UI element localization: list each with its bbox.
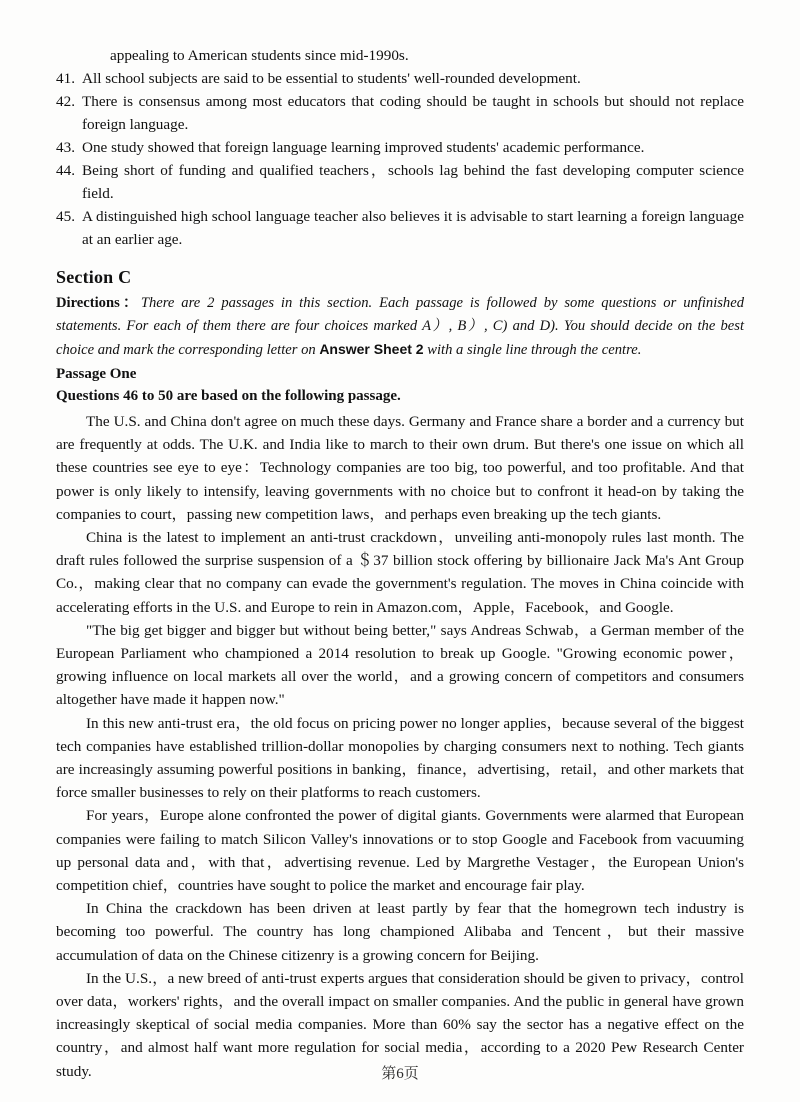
passage-paragraph: In China the crackdown has been driven at least partly by fear that the homegrown tech industry is becoming too powerful. The country has long championed Alibaba and Tencent，but their massive accumulation of data on the Chinese citizenry is a growing concern for Beijing. [56,900,744,964]
statement-number: 44. [56,162,75,179]
statement-text: One study showed that foreign language learning improved students' academic performance. [82,139,645,156]
list-item [56,136,744,159]
page-content [56,44,744,1083]
passage-paragraph: The U.S. and China don't agree on much these days. Germany and France share a border and a currency but are frequently at odds. The U.K. and India like to march to their own drum. But there's one issue on which all these countries see eye to eye：Technology companies are too big, too powerful, and too profitable. And that power is only likely to intensify, leaving governments with no choice but to confront it head-on by taking the companies to court，passing new competition laws，and perhaps even breaking up the tech giants. [56,413,744,523]
list-item [56,90,744,136]
statement-number: 42. [56,93,75,110]
passage-paragraph: For years，Europe alone confronted the power of digital giants. Governments were alarmed that European companies were failing to match Silicon Valley's innovations or to stop Google and Facebook from vacuuming up personal data and，with that，advertising revenue. Led by Margrethe Vestager，the European Union's competition chief，countries have sought to police the market and encourage fair play. [56,807,744,895]
directions-text-part2: with a single line through the centre. [423,342,642,358]
statement-text: There is consensus among most educators that coding should be taught in schools but should not replace foreign language. [82,93,744,133]
carryover-line: appealing to American students since mid-1990s. [110,47,409,64]
directions-label: Directions： [56,295,141,311]
statement-list [56,67,744,251]
page-footer: 第6页 [381,1066,419,1082]
questions-range-line: Questions 46 to 50 are based on the following passage. [56,388,401,404]
directions-block [56,292,744,362]
statement-text: All school subjects are said to be essential to students' well-rounded development. [82,70,581,87]
statement-text: A distinguished high school language teacher also believes it is advisable to start learning a foreign language at an earlier age. [82,208,744,248]
answer-sheet-label: Answer Sheet 2 [319,341,424,357]
passage-paragraph: In the U.S.，a new breed of anti-trust experts argues that consideration should be given to privacy，control over data，workers' rights，and the overall impact on smaller companies. And the public in general have grown increasingly skeptical of social media companies. More than 60% say the sector has a negative effect on the country，and almost half want more regulation for social media，according to a 2020 Pew Research Center study. [56,969,744,1080]
statement-number: 41. [56,70,75,87]
passage-paragraph: China is the latest to implement an anti-trust crackdown，unveiling anti-monopoly rules last month. The draft rules followed the surprise suspension of a ＄37 billion stock offering by billionaire Jack Ma's Ant Group Co.，making clear that no company can evade the government's regulation. The moves in China coincide with accelerating efforts in the U.S. and Europe to rein in Amazon.com，Apple，Facebook，and Google. [56,529,744,616]
section-heading: Section C [56,267,132,287]
list-item [56,205,744,251]
list-item [56,159,744,205]
directions-text-part1: There are 2 passages in this section. Each passage is followed by some questions or unfinished statements. For each of them there are four choices marked A）, B）, C) and D). You should decide on the best choice and mark the corresponding letter on [56,295,744,358]
statement-number: 45. [56,208,75,225]
passage-paragraph: In this new anti-trust era，the old focus on pricing power no longer applies，because several of the biggest tech companies have established trillion-dollar monopolies by charging consumers next to nothing. Tech giants are increasingly assuming powerful positions in banking，finance，advertising，retail，and other markets that force smaller businesses to rely on their platforms to reach customers. [56,714,744,802]
statement-number: 43. [56,139,75,156]
list-item [56,67,744,90]
passage-paragraph: "The big get bigger and bigger but without being better," says Andreas Schwab，a German member of the European Parliament who championed a 2014 resolution to break up Google. "Growing economic power，growing influence on local markets all over the world，and a growing concern of competitors and consumers altogether have made it happen now." [56,621,744,709]
statement-text: Being short of funding and qualified teachers，schools lag behind the fast developing computer science field. [82,162,744,202]
passage-title: Passage One [56,366,137,382]
